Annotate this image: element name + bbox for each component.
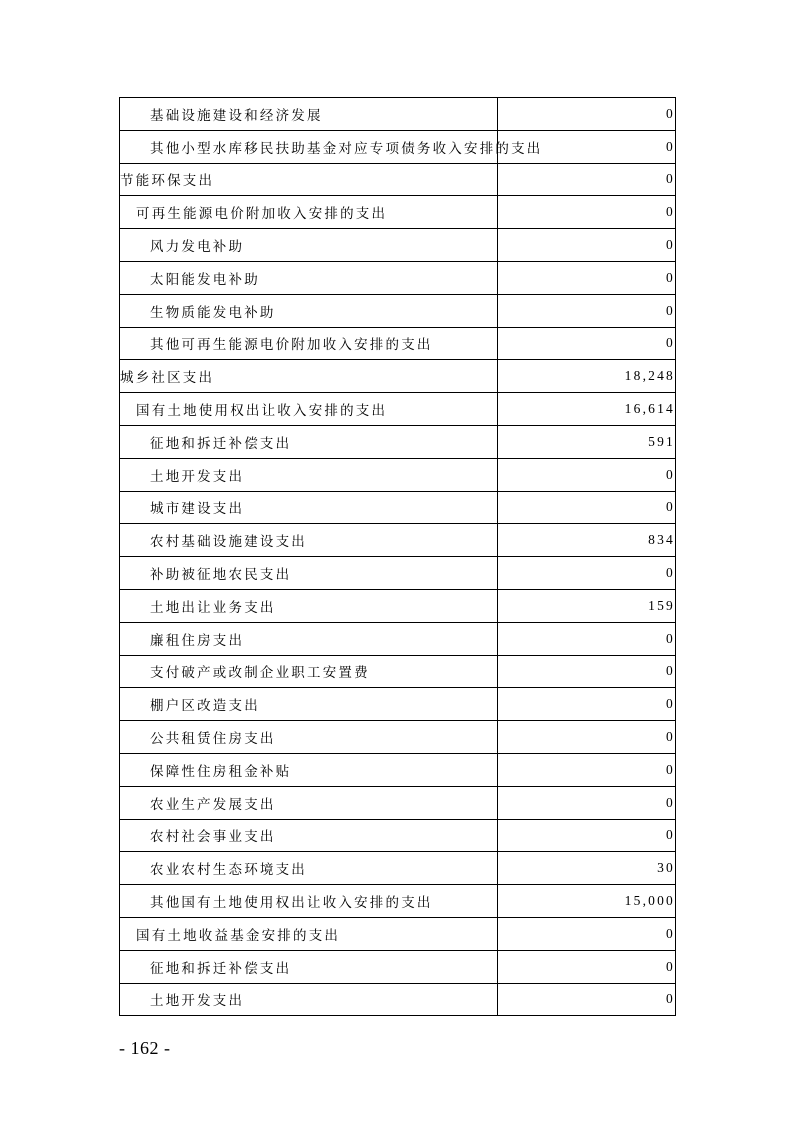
row-label: 征地和拆迁补偿支出 <box>120 950 498 983</box>
row-label: 农村社会事业支出 <box>120 819 498 852</box>
table-row <box>120 852 676 885</box>
table-row <box>120 622 676 655</box>
table-row <box>120 163 676 196</box>
row-value: 0 <box>498 753 676 786</box>
row-label: 农村基础设施建设支出 <box>120 524 498 557</box>
row-label: 风力发电补助 <box>120 229 498 262</box>
row-label: 棚户区改造支出 <box>120 688 498 721</box>
row-value: 0 <box>498 229 676 262</box>
table-row <box>120 327 676 360</box>
row-value: 0 <box>498 196 676 229</box>
table-row <box>120 753 676 786</box>
row-value: 0 <box>498 622 676 655</box>
row-value: 0 <box>498 261 676 294</box>
row-value: 0 <box>498 458 676 491</box>
table-row <box>120 885 676 918</box>
table-row <box>120 229 676 262</box>
row-value: 0 <box>498 130 676 163</box>
row-label: 支付破产或改制企业职工安置费 <box>120 655 498 688</box>
row-value: 0 <box>498 983 676 1016</box>
table-row <box>120 557 676 590</box>
table-row <box>120 917 676 950</box>
table-row <box>120 458 676 491</box>
table-row <box>120 261 676 294</box>
row-label: 农业生产发展支出 <box>120 786 498 819</box>
table-row <box>120 360 676 393</box>
table-row <box>120 196 676 229</box>
table-row <box>120 819 676 852</box>
row-label: 土地出让业务支出 <box>120 589 498 622</box>
row-label: 国有土地收益基金安排的支出 <box>120 917 498 950</box>
row-label: 太阳能发电补助 <box>120 261 498 294</box>
row-value: 0 <box>498 819 676 852</box>
row-value: 159 <box>498 589 676 622</box>
table-row <box>120 524 676 557</box>
table-row <box>120 425 676 458</box>
row-value: 591 <box>498 425 676 458</box>
table-row <box>120 786 676 819</box>
row-value: 18,248 <box>498 360 676 393</box>
row-value: 0 <box>498 721 676 754</box>
table-row <box>120 491 676 524</box>
row-label: 廉租住房支出 <box>120 622 498 655</box>
table-row <box>120 130 676 163</box>
row-label: 国有土地使用权出让收入安排的支出 <box>120 393 498 426</box>
row-value: 834 <box>498 524 676 557</box>
row-value: 0 <box>498 688 676 721</box>
row-value: 0 <box>498 491 676 524</box>
row-label: 其他可再生能源电价附加收入安排的支出 <box>120 327 498 360</box>
row-label: 土地开发支出 <box>120 458 498 491</box>
row-value: 15,000 <box>498 885 676 918</box>
row-value: 0 <box>498 163 676 196</box>
row-value: 0 <box>498 557 676 590</box>
table-row <box>120 950 676 983</box>
page-number: - 162 - <box>119 1038 171 1058</box>
expenditure-table <box>119 97 676 1016</box>
row-value: 0 <box>498 655 676 688</box>
row-value: 0 <box>498 950 676 983</box>
row-label: 生物质能发电补助 <box>120 294 498 327</box>
row-label: 农业农村生态环境支出 <box>120 852 498 885</box>
row-label: 保障性住房租金补贴 <box>120 753 498 786</box>
row-label: 征地和拆迁补偿支出 <box>120 425 498 458</box>
row-label: 基础设施建设和经济发展 <box>120 98 498 131</box>
row-label: 补助被征地农民支出 <box>120 557 498 590</box>
table-row <box>120 721 676 754</box>
row-label: 其他国有土地使用权出让收入安排的支出 <box>120 885 498 918</box>
row-value: 16,614 <box>498 393 676 426</box>
table-row <box>120 294 676 327</box>
row-value: 0 <box>498 917 676 950</box>
row-label: 节能环保支出 <box>120 163 498 196</box>
table-row <box>120 98 676 131</box>
row-label: 其他小型水库移民扶助基金对应专项债务收入安排的支出 <box>120 130 498 163</box>
row-value: 0 <box>498 98 676 131</box>
row-label: 公共租赁住房支出 <box>120 721 498 754</box>
table-row <box>120 655 676 688</box>
table-row <box>120 393 676 426</box>
row-value: 30 <box>498 852 676 885</box>
table-body <box>120 98 676 1016</box>
row-label: 可再生能源电价附加收入安排的支出 <box>120 196 498 229</box>
row-label: 城市建设支出 <box>120 491 498 524</box>
row-value: 0 <box>498 786 676 819</box>
row-label: 土地开发支出 <box>120 983 498 1016</box>
table-row <box>120 688 676 721</box>
row-value: 0 <box>498 294 676 327</box>
row-value: 0 <box>498 327 676 360</box>
row-label: 城乡社区支出 <box>120 360 498 393</box>
table-row <box>120 983 676 1016</box>
table-row <box>120 589 676 622</box>
